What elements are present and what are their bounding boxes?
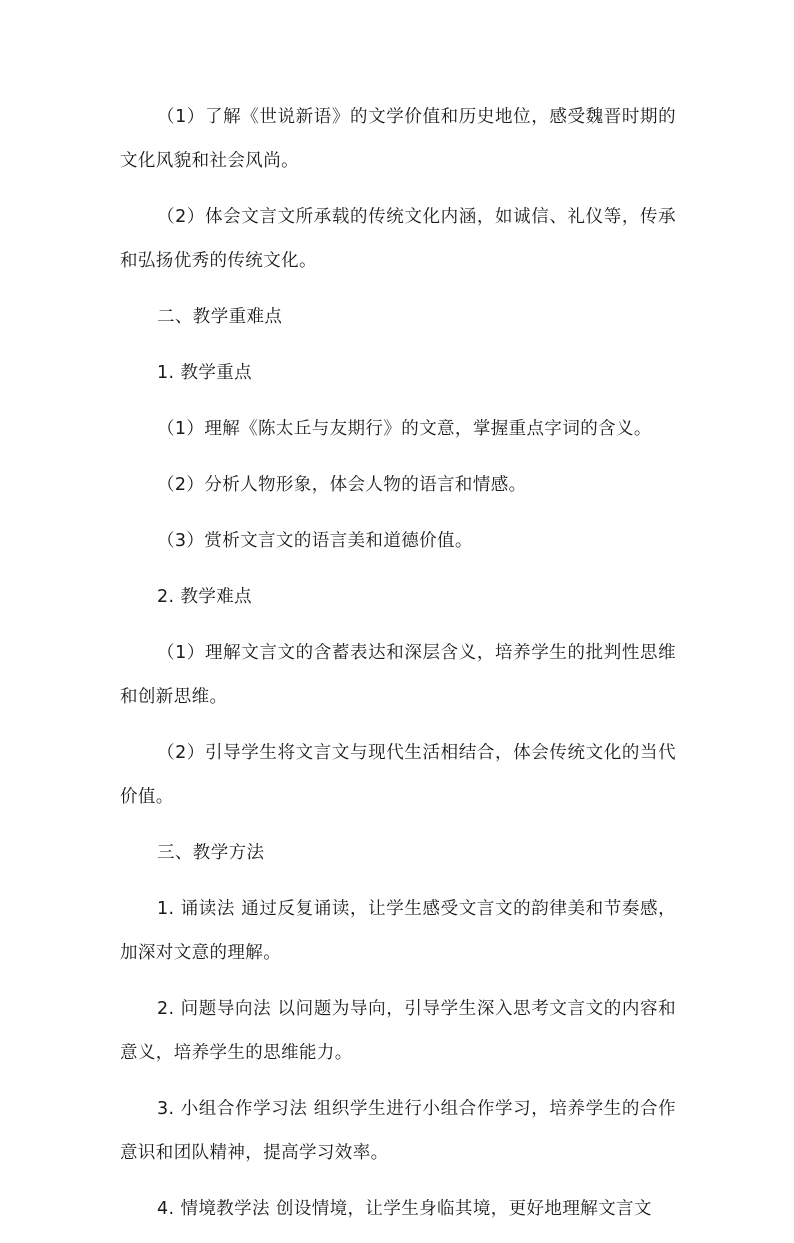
paragraph-key-point-3: （3）赏析文言文的语言美和道德价值。	[157, 531, 473, 551]
paragraph-difficult-point-2: （2）引导学生将文言文与现代生活相结合，体会传统文化的当代价值。	[120, 743, 676, 807]
paragraph-method-1: 1. 诵读法 通过反复诵读，让学生感受文言文的韵律美和节奏感，加深对文意的理解。	[120, 899, 676, 963]
subheading-key-points: 1. 教学重点	[157, 363, 253, 383]
paragraph-goal-1: （1）了解《世说新语》的文学价值和历史地位，感受魏晋时期的文化风貌和社会风尚。	[120, 107, 676, 171]
paragraph-method-3: 3. 小组合作学习法 组织学生进行小组合作学习，培养学生的合作意识和团队精神，提高学习效率。	[120, 1099, 676, 1163]
paragraph-key-point-2: （2）分析人物形象，体会人物的语言和情感。	[157, 475, 527, 495]
paragraph-method-4: 4. 情境教学法 创设情境，让学生身临其境，更好地理解文言文	[157, 1199, 652, 1219]
subheading-difficult-points: 2. 教学难点	[157, 587, 253, 607]
section-heading-teaching-methods: 三、教学方法	[157, 843, 265, 863]
paragraph-difficult-point-1: （1）理解文言文的含蓄表达和深层含义，培养学生的批判性思维和创新思维。	[120, 643, 676, 707]
paragraph-goal-2: （2）体会文言文所承载的传统文化内涵，如诚信、礼仪等，传承和弘扬优秀的传统文化。	[120, 207, 676, 271]
section-heading-key-difficult-points: 二、教学重难点	[157, 307, 283, 327]
document-page	[120, 95, 676, 1243]
paragraph-method-2: 2. 问题导向法 以问题为导向，引导学生深入思考文言文的内容和意义，培养学生的思维能力。	[120, 999, 676, 1063]
paragraph-key-point-1: （1）理解《陈太丘与友期行》的文意，掌握重点字词的含义。	[157, 419, 652, 439]
